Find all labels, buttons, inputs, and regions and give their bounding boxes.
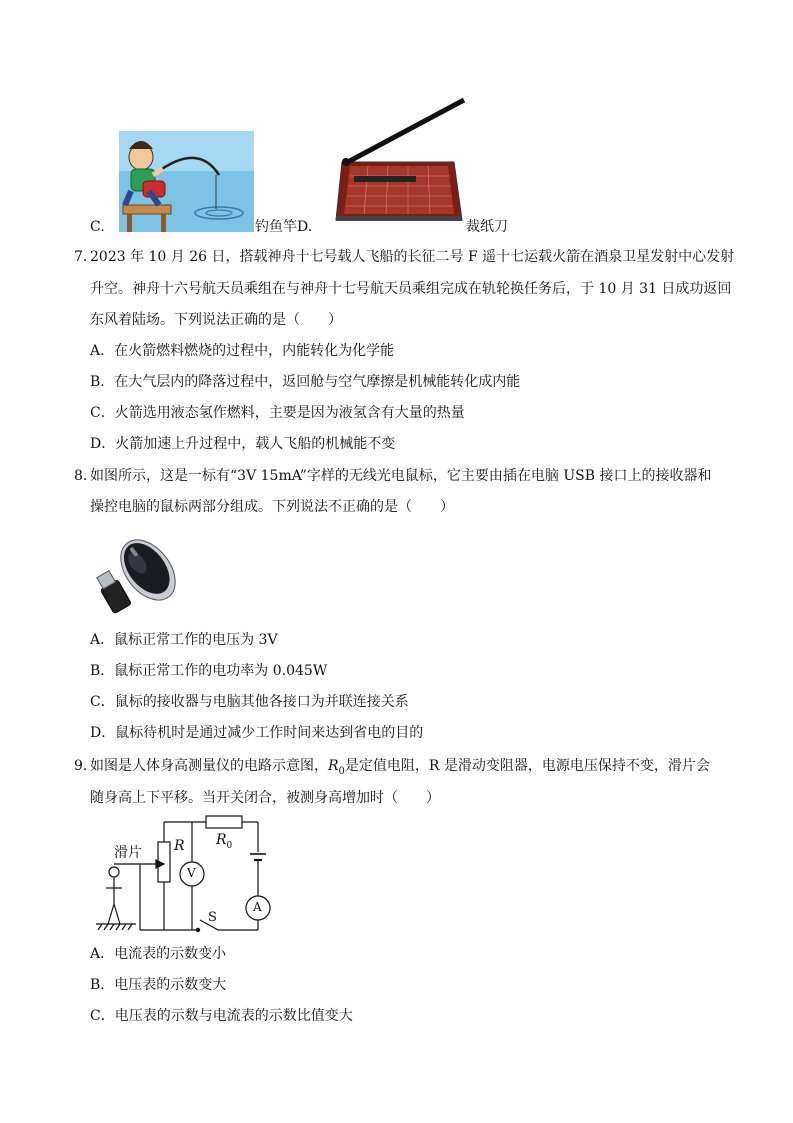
slider-label: 滑片 (114, 845, 142, 861)
paper-cutter-illustration (328, 96, 468, 224)
q8-option-a: A．鼠标正常工作的电压为 3V (90, 632, 278, 648)
q7-stem-line-2: 升空。神舟十六号航天员乘组在与神舟十七号航天员乘组完成在轨轮换任务后，于 10 月 31 日成功返回 (90, 281, 732, 297)
q7-stem-line-1: 2023 年 10 月 26 日，搭载神舟十七号载人飞船的长征二号 F 遥十七运载火箭在酒泉卫星发射中心发射 (90, 249, 735, 265)
q7-stem-line-3: 东风着陆场。下列说法正确的是（ ） (90, 312, 342, 328)
q9-stem-line-1 (90, 757, 710, 781)
q9-option-c: C．电压表的示数与电流表的示数比值变大 (90, 1008, 353, 1024)
q8-option-b: B．鼠标正常工作的电功率为 0.045W (90, 663, 328, 679)
q8-option-d: D．鼠标待机时是通过减少工作时间来达到省电的目的 (90, 725, 424, 741)
q7-option-c: C．火箭选用液态氢作燃料，主要是因为液氢含有大量的热量 (90, 405, 465, 421)
q9-option-a: A．电流表的示数变小 (90, 946, 227, 962)
height-meter-circuit-diagram (92, 812, 282, 942)
q7-option-a: A．在火箭燃料燃烧的过程中，内能转化为化学能 (90, 343, 395, 359)
q8-stem-line-1: 如图所示，这是一标有“3V 15mA”字样的无线光电鼠标，它主要由插在电脑 USB 接口上的接收器和 (90, 468, 712, 484)
voltmeter-label: V (187, 866, 196, 880)
q6-option-d-text: 裁纸刀 (466, 219, 508, 235)
switch-label: S (208, 910, 217, 925)
ammeter-label: A (253, 900, 262, 914)
q9-number: 9. (74, 758, 88, 774)
q9-r0-subscript: 0 (338, 765, 345, 777)
wireless-mouse-illustration (92, 528, 184, 618)
rheostat-label: R (174, 838, 185, 854)
q7-number: 7. (74, 249, 88, 265)
q9-stem-line-2: 随身高上下平移。当开关闭合，被测身高增加时（ ） (90, 790, 440, 806)
q7-option-d: D．火箭加速上升过程中，载人飞船的机械能不变 (90, 436, 396, 452)
fixed-resistor-label (216, 832, 232, 851)
q9-option-b: B．电压表的示数变大 (90, 977, 227, 993)
q9-stem-post: 是定值电阻，R 是滑动变阻器，电源电压保持不变，滑片会 (344, 758, 710, 774)
q8-number: 8. (74, 468, 88, 484)
q7-option-b: B．在大气层内的降落过程中，返回舱与空气摩擦是机械能转化成内能 (90, 374, 521, 390)
q6-option-c-letter: C. (90, 219, 105, 235)
fishing-rod-illustration (119, 131, 254, 232)
q9-stem-pre: 如图是人体身高测量仪的电路示意图， (90, 758, 328, 774)
q8-stem-line-2: 操控电脑的鼠标两部分组成。下列说法不正确的是（ ） (90, 499, 454, 515)
fixed-resistor-symbol: R (216, 832, 227, 848)
q9-r0-symbol: R (328, 758, 339, 774)
q8-option-c: C．鼠标的接收器与电脑其他各接口为并联连接关系 (90, 694, 409, 710)
fixed-resistor-subscript: 0 (226, 840, 233, 851)
q6-option-c-text: 钓鱼竿D. (255, 219, 313, 235)
